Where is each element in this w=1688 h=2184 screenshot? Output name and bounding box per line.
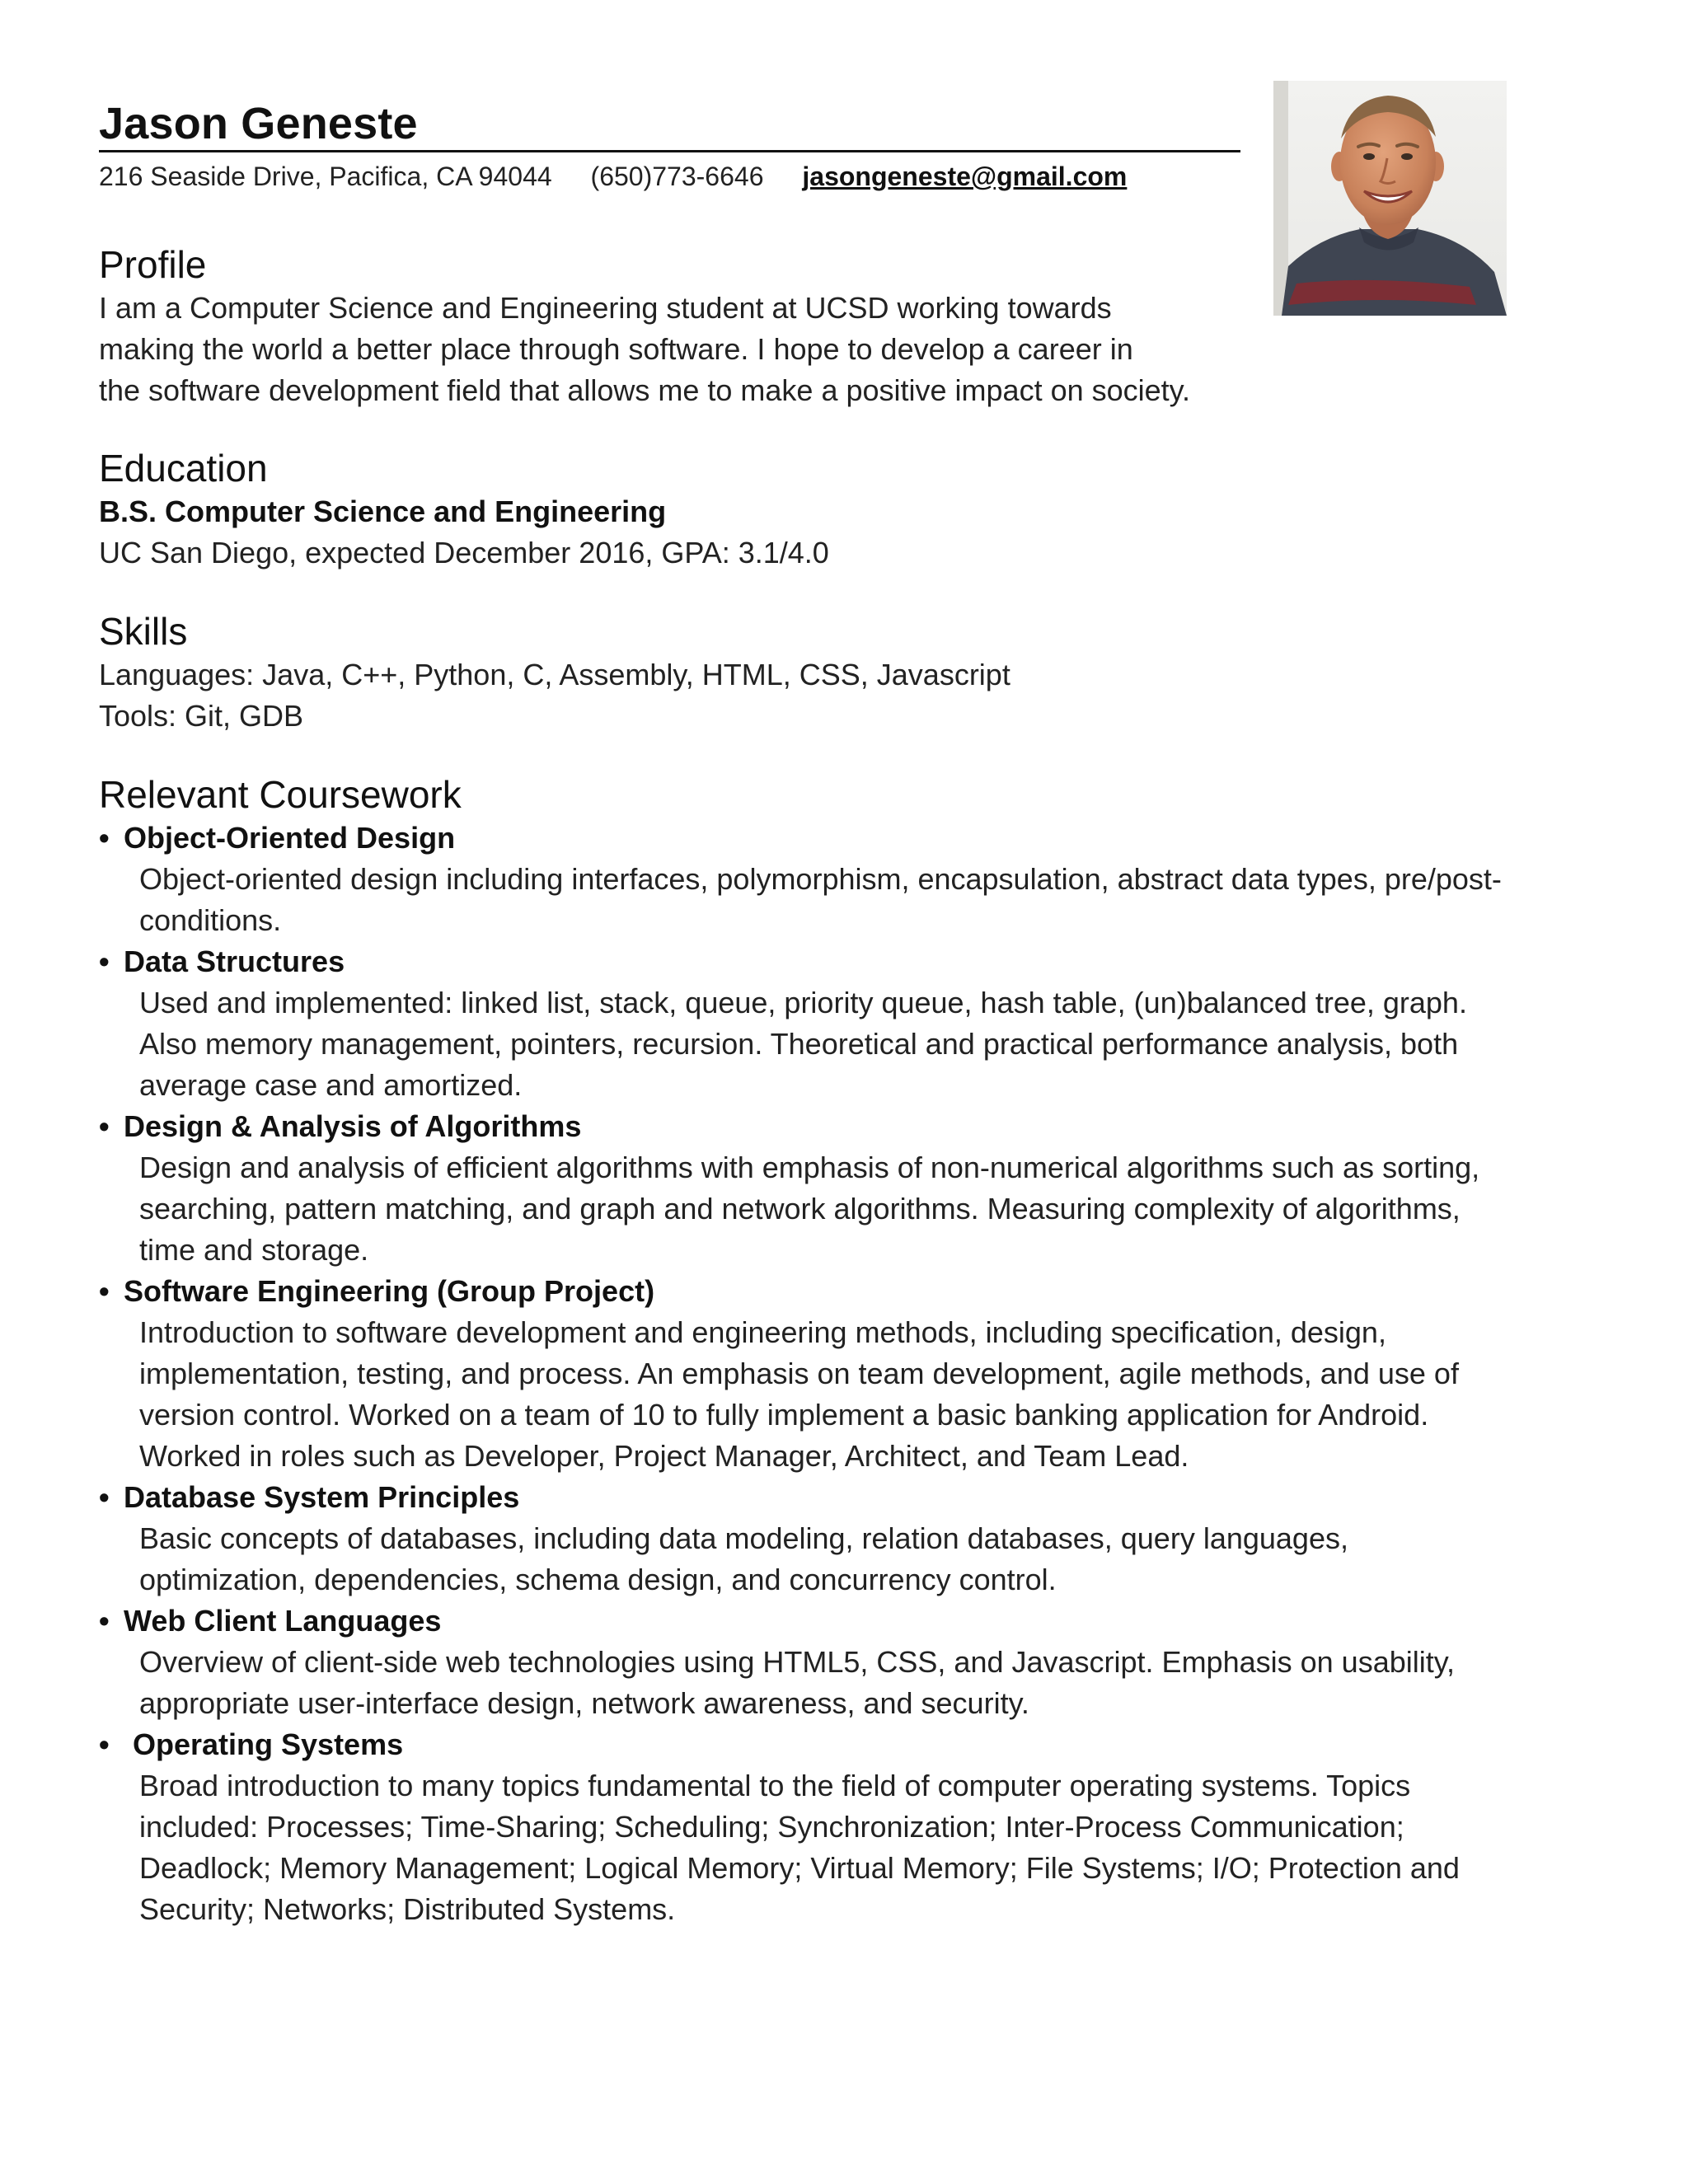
course-title-text: Design & Analysis of Algorithms	[124, 1109, 582, 1143]
course-title	[99, 1477, 1582, 1518]
course-item	[99, 818, 1582, 941]
course-item	[99, 1477, 1582, 1601]
candidate-name: Jason Geneste	[99, 97, 1240, 152]
bullet-icon: •	[99, 1109, 110, 1143]
coursework-list	[99, 818, 1582, 1930]
course-description-line: implementation, testing, and process. An emphasis on team development, agile methods, and use of	[139, 1357, 1459, 1390]
course-title	[99, 941, 1582, 982]
languages-line: Languages: Java, C++, Python, C, Assembly, HTML, CSS, Javascript	[99, 658, 1010, 691]
course-item	[99, 1601, 1582, 1724]
course-description-line: searching, pattern matching, and graph and network algorithms. Measuring complexity of algorithms,	[139, 1192, 1461, 1226]
profile-section	[99, 241, 1582, 411]
profile-heading: Profile	[99, 243, 207, 286]
course-description-line: Basic concepts of databases, including data modeling, relation databases, query languages,	[139, 1521, 1348, 1555]
course-item	[99, 1271, 1582, 1477]
course-description-line: Object-oriented design including interfaces, polymorphism, encapsulation, abstract data types, pre/post-	[139, 862, 1502, 896]
tools-line: Tools: Git, GDB	[99, 699, 304, 733]
course-title	[99, 1724, 1582, 1765]
course-description-line: Overview of client-side web technologies using HTML5, CSS, and Javascript. Emphasis on usability,	[139, 1645, 1456, 1679]
course-title	[99, 1601, 1582, 1642]
course-item	[99, 941, 1582, 1106]
bullet-icon: •	[99, 1480, 110, 1514]
course-description-line: average case and amortized.	[139, 1068, 523, 1102]
course-title	[99, 818, 1582, 859]
profile-line: I am a Computer Science and Engineering student at UCSD working towards	[99, 291, 1112, 325]
profile-line: making the world a better place through software. I hope to develop a career in	[99, 332, 1133, 366]
contact-line	[99, 159, 1240, 194]
bullet-icon: •	[99, 1727, 110, 1761]
degree-title: B.S. Computer Science and Engineering	[99, 494, 667, 528]
course-item	[99, 1724, 1582, 1930]
course-description-line: Deadlock; Memory Management; Logical Memory; Virtual Memory; File Systems; I/O; Protection and	[139, 1851, 1460, 1885]
bullet-icon: •	[99, 944, 110, 978]
phone-text: (650)773-6646	[590, 162, 764, 191]
skills-section	[99, 608, 1582, 737]
coursework-heading: Relevant Coursework	[99, 773, 462, 816]
course-description-line: Security; Networks; Distributed Systems.	[139, 1892, 676, 1926]
bullet-icon: •	[99, 821, 110, 855]
course-description-line: Used and implemented: linked list, stack, queue, priority queue, hash table, (un)balanced tree, graph.	[139, 986, 1467, 1019]
course-description-line: included: Processes; Time-Sharing; Scheduling; Synchronization; Inter-Process Communication;	[139, 1810, 1404, 1844]
course-description-line: Introduction to software development and engineering methods, including specification, design,	[139, 1315, 1386, 1349]
course-title	[99, 1271, 1582, 1312]
skills-heading: Skills	[99, 610, 188, 653]
course-description-line: Broad introduction to many topics fundamental to the field of computer operating systems. Topics	[139, 1769, 1411, 1802]
course-description-line: version control. Worked on a team of 10 to fully implement a basic banking application for Android.	[139, 1398, 1429, 1432]
course-description-line: appropriate user-interface design, network awareness, and security.	[139, 1686, 1029, 1720]
course-item	[99, 1106, 1582, 1271]
course-title-text: Database System Principles	[124, 1480, 520, 1514]
course-description-line: Design and analysis of efficient algorithms with emphasis of non-numerical algorithms such as sorting,	[139, 1151, 1480, 1184]
course-title-text: Object-Oriented Design	[124, 821, 456, 855]
education-heading: Education	[99, 447, 268, 490]
bullet-icon: •	[99, 1274, 110, 1308]
course-title-text: Operating Systems	[133, 1727, 404, 1761]
address-text: 216 Seaside Drive, Pacifica, CA 94044	[99, 162, 552, 191]
course-description-line: time and storage.	[139, 1233, 369, 1267]
bullet-icon: •	[99, 1604, 110, 1638]
course-description-line: Also memory management, pointers, recursion. Theoretical and practical performance analysis, both	[139, 1027, 1459, 1061]
course-title	[99, 1106, 1582, 1147]
course-description-line: optimization, dependencies, schema design, and concurrency control.	[139, 1563, 1057, 1596]
education-details: UC San Diego, expected December 2016, GPA: 3.1/4.0	[99, 536, 829, 569]
course-title-text: Data Structures	[124, 944, 345, 978]
coursework-section	[99, 771, 1582, 1930]
course-title-text: Software Engineering (Group Project)	[124, 1274, 655, 1308]
course-description-line: Worked in roles such as Developer, Project Manager, Architect, and Team Lead.	[139, 1439, 1189, 1473]
profile-line: the software development field that allows me to make a positive impact on society.	[99, 373, 1190, 407]
email-link[interactable]: jasongeneste@gmail.com	[802, 162, 1128, 191]
course-title-text: Web Client Languages	[124, 1604, 442, 1638]
course-description-line: conditions.	[139, 903, 282, 937]
education-section	[99, 445, 1582, 574]
resume-header	[99, 97, 1240, 194]
